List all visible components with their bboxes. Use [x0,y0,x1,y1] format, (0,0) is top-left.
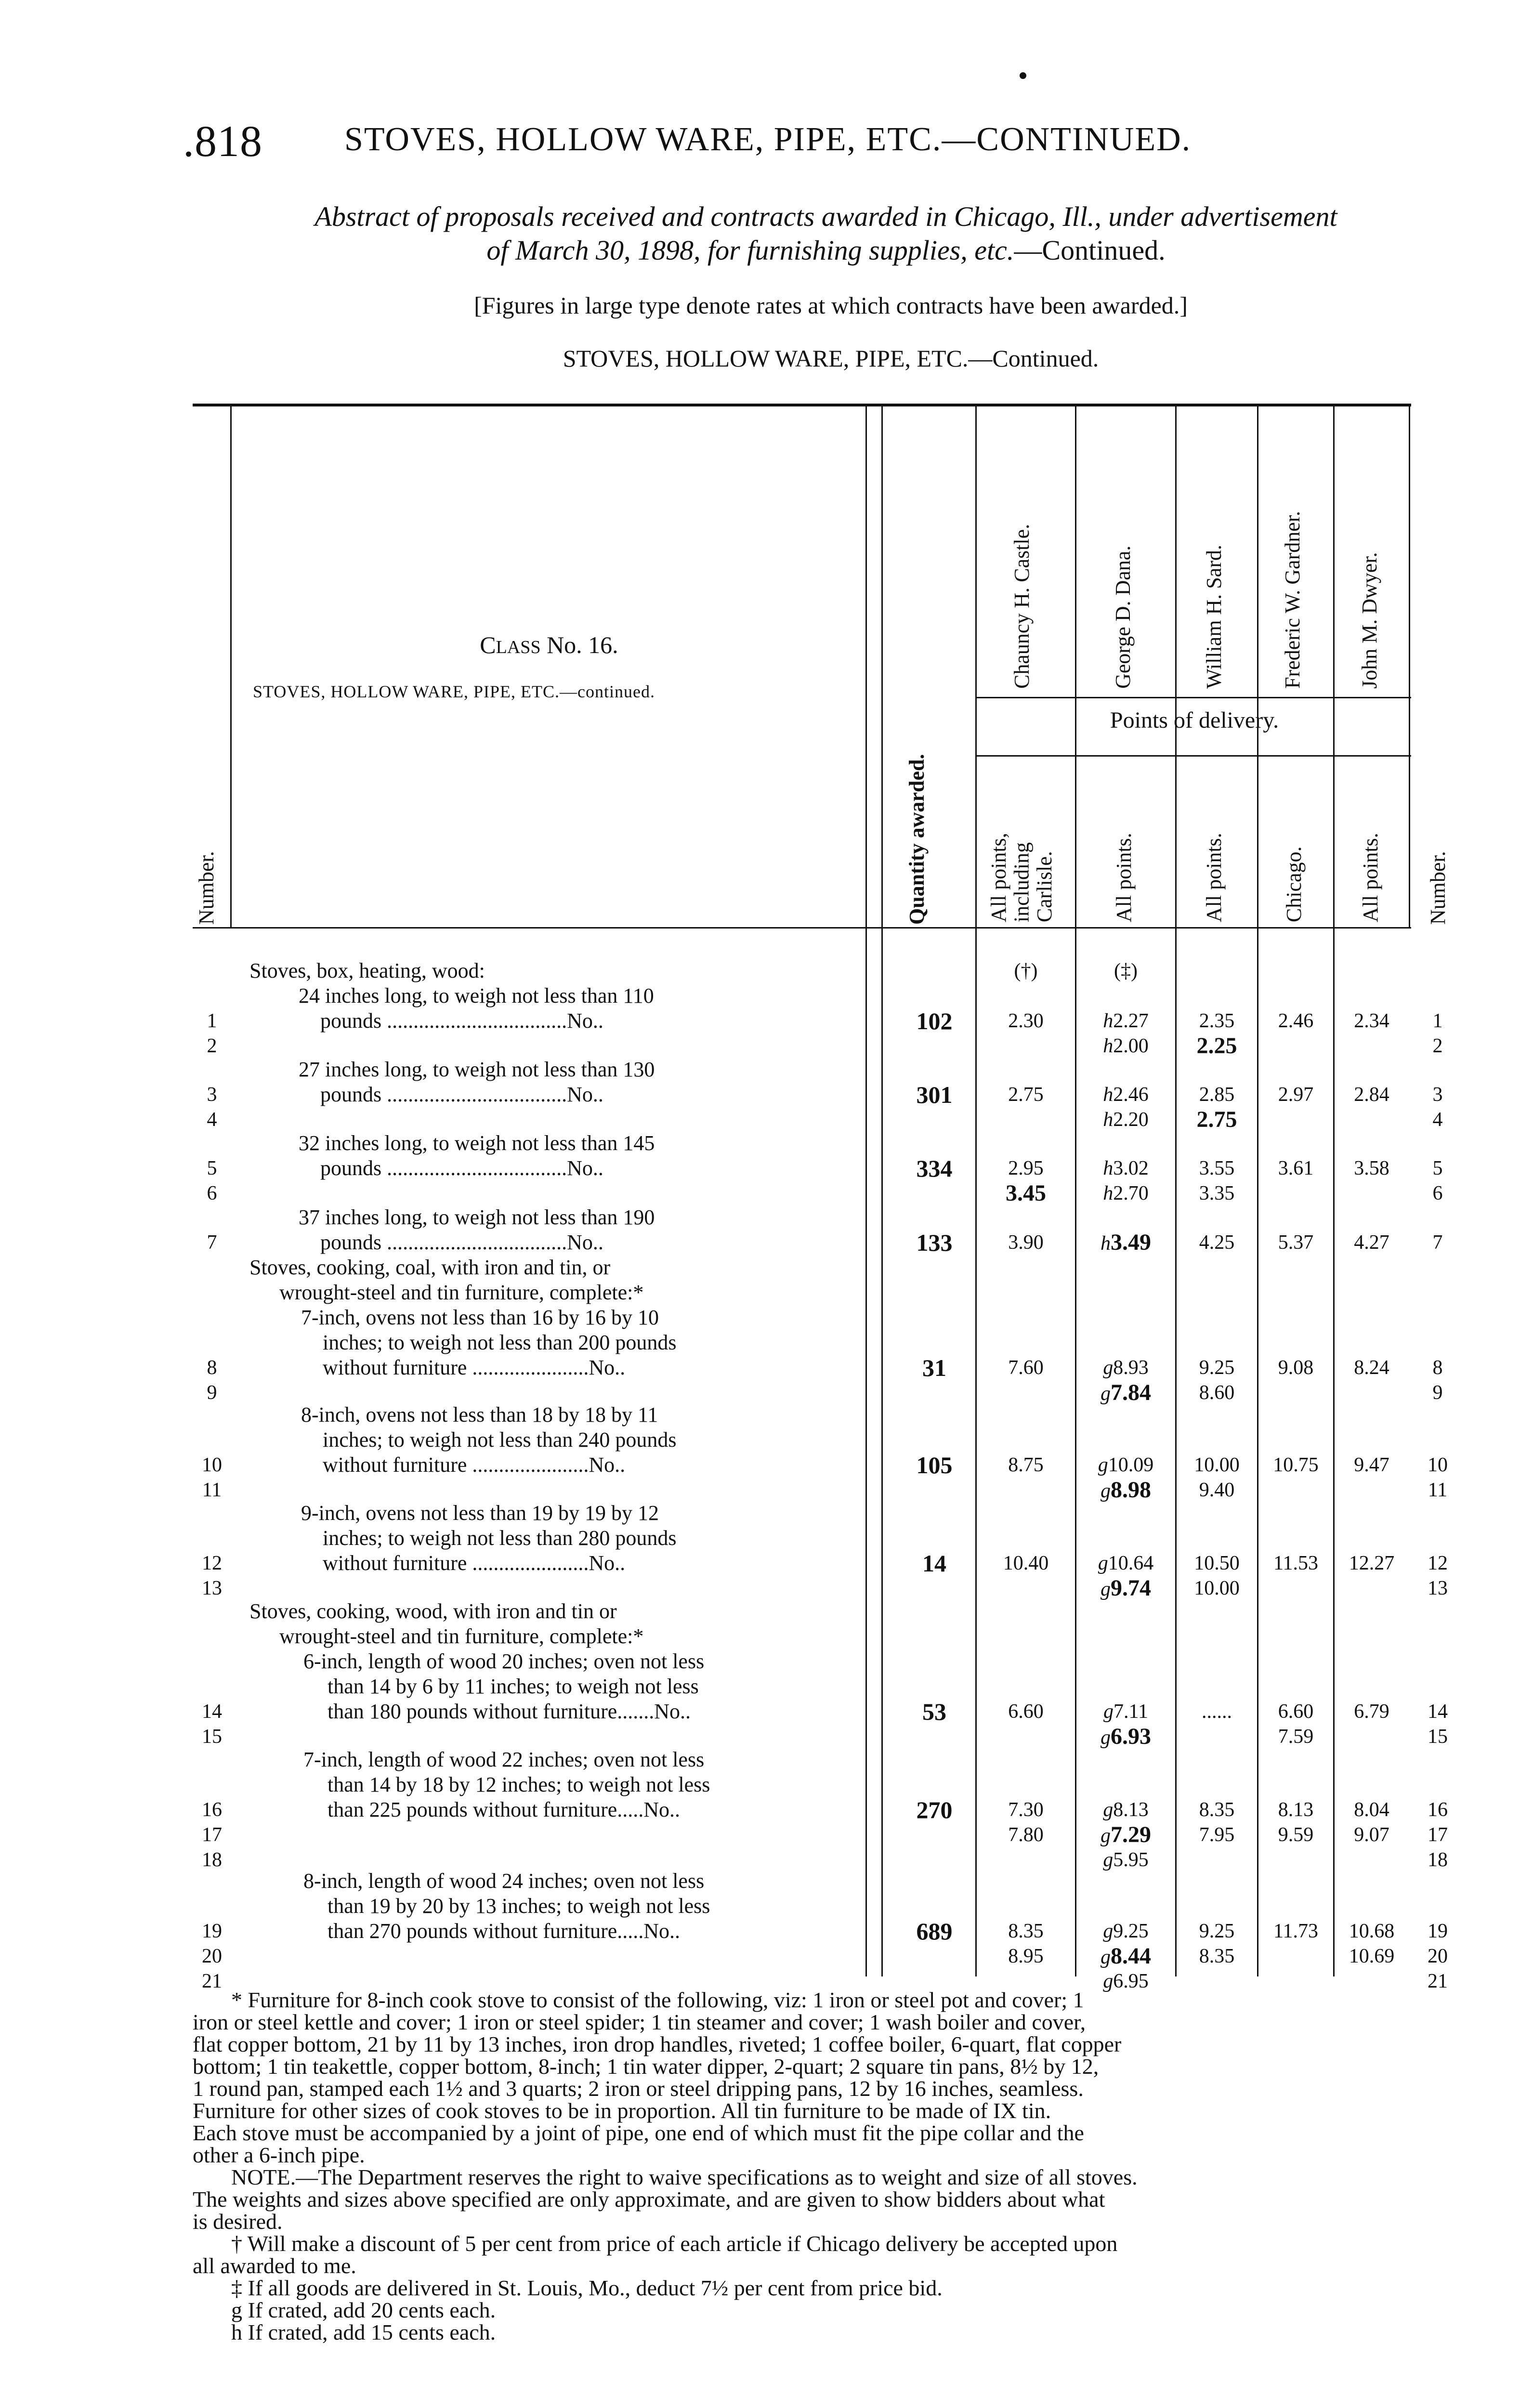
bid-cell: g8.98 [1101,1477,1151,1503]
bid-cell: g6.95 [1103,1970,1149,1992]
quantity-awarded: 53 [922,1698,946,1725]
bid-cell: 9.59 [1278,1824,1314,1846]
row-7-desc-b: pounds ..................................No.. [320,1230,603,1254]
row-number-right: 2 [1432,1035,1443,1057]
row-number: 2 [207,1035,217,1057]
class-subtitle: STOVES, HOLLOW WARE, PIPE, ETC.—continued. [253,682,655,701]
row-number-right: 18 [1428,1849,1448,1871]
row-number: 7 [207,1231,217,1254]
row-8-desc-b: inches; to weigh not less than 200 pounds [323,1331,677,1354]
row-number: 19 [202,1920,222,1942]
bid-cell: g9.25 [1103,1920,1149,1942]
row-number: 21 [202,1970,222,1992]
row-number: 1 [207,1010,217,1032]
dagger-note: all awarded to me. [193,2253,356,2278]
row-number: 14 [202,1701,222,1723]
bid-cell: 8.95 [1008,1945,1044,1967]
bid-cell: 7.59 [1278,1726,1314,1748]
quantity-awarded: 31 [922,1354,946,1381]
number-header: Number. [195,851,218,925]
row-number-right: 17 [1428,1824,1448,1846]
abstract-line-1: Abstract of proposals received and contracts awarded in Chicago, Ill., under advertisement [314,201,1337,232]
row-16-desc-a: 7-inch, length of wood 22 inches; oven not less [303,1748,705,1771]
bid-cell: 8.13 [1278,1799,1314,1821]
delivery-rule [975,755,1411,757]
col-rule-desc [865,406,867,1976]
header-bottom-rule [193,927,1411,929]
bid-cell: 7.80 [1008,1824,1044,1846]
bid-cell: 7.30 [1008,1799,1044,1821]
bid-cell: g8.93 [1103,1357,1149,1379]
row-19-desc-c: than 270 pounds without furniture.....No.. [328,1919,681,1943]
g-note: g If crated, add 20 cents each. [231,2298,496,2322]
col-rule-number [230,406,232,927]
ink-dot [1020,72,1026,79]
row-number: 13 [202,1577,222,1599]
row-number: 20 [202,1945,222,1967]
delivery-gardner: Chicago. [1282,846,1306,922]
quantity-awarded: 105 [916,1452,953,1479]
bid-cell: 2.35 [1199,1010,1235,1032]
number-header-right: Number. [1426,851,1450,925]
wood-heading-b: wrought-steel and tin furniture, complete:* [279,1624,644,1648]
bid-cell: 10.75 [1273,1454,1319,1476]
row-number-right: 7 [1432,1231,1443,1254]
bid-cell: 6.79 [1354,1701,1389,1723]
row-5-desc-b: pounds ..................................No.. [320,1156,603,1180]
row-number-right: 4 [1432,1109,1443,1131]
bid-cell: 2.95 [1008,1157,1044,1179]
dana-mark: (‡) [1114,960,1138,982]
h-note: h If crated, add 15 cents each. [231,2320,496,2344]
col-rule-qty [881,406,883,1976]
row-19-desc-a: 8-inch, length of wood 24 inches; oven not less [303,1869,705,1893]
bid-cell: 2.34 [1354,1010,1389,1032]
bid-cell: h2.70 [1103,1182,1149,1204]
bid-cell: 2.46 [1278,1010,1314,1032]
section-subtitle: STOVES, HOLLOW WARE, PIPE, ETC.—Continued. [563,345,1099,372]
bid-cell: 8.35 [1008,1920,1044,1942]
quantity-awarded: 14 [922,1550,946,1577]
dagger-note: † Will make a discount of 5 per cent from price of each article if Chicago delivery be accepted upon [231,2231,1118,2256]
row-1-desc-a: 24 inches long, to weigh not less than 110 [299,984,654,1008]
bid-cell: g7.11 [1103,1701,1148,1723]
abstract-line-2 [188,234,1464,267]
bid-cell: 3.61 [1278,1157,1314,1179]
row-14-desc-c: than 180 pounds without furniture.......No.. [328,1700,691,1723]
row-3-desc-b: pounds ..................................No.. [320,1083,603,1106]
row-5-desc-a: 32 inches long, to weigh not less than 145 [299,1131,655,1155]
bid-cell: 8.35 [1199,1945,1235,1967]
bid-cell: 10.00 [1194,1454,1240,1476]
bid-cell: g9.74 [1101,1575,1151,1601]
bid-cell: 9.07 [1354,1824,1389,1846]
footnote-line: iron or steel kettle and cover; 1 iron or steel spider; 1 tin steamer and cover; 1 wash boiler and cover, [193,2010,1086,2034]
bidder-gardner: Frederic W. Gardner. [1281,511,1304,689]
bid-cell: 7.95 [1199,1824,1235,1846]
row-8-desc-c: without furniture ......................No.. [323,1356,626,1379]
quantity-awarded: 334 [916,1155,953,1182]
row-number-right: 19 [1428,1920,1448,1942]
row-number: 5 [207,1157,217,1179]
bid-cell: 12.27 [1349,1552,1395,1574]
bid-cell: 3.58 [1354,1157,1389,1179]
row-1-desc-b: pounds ..................................No.. [320,1009,603,1033]
row-16-desc-b: than 14 by 18 by 12 inches; to weigh not less [328,1773,710,1796]
row-number: 6 [207,1182,217,1204]
bidder-sard: William H. Sard. [1202,545,1226,689]
row-number-right: 15 [1428,1726,1448,1748]
row-number: 9 [207,1382,217,1404]
note-line: NOTE.—The Department reserves the right to waive specifications as to weight and size of all stoves. [231,2165,1138,2189]
bid-cell: 10.40 [1003,1552,1049,1574]
bid-cell: 11.73 [1273,1920,1318,1942]
class-label-no: No. 16. [547,631,618,658]
row-12-desc-b: inches; to weigh not less than 280 pounds [323,1526,677,1550]
footnote-line: Each stove must be accompanied by a joint of pipe, one end of which must fit the pipe collar and the [193,2120,1084,2145]
bid-cell: 2.30 [1008,1010,1044,1032]
bid-cell: 3.45 [1006,1180,1046,1206]
coal-heading-b: wrought-steel and tin furniture, complete:* [279,1281,644,1304]
col-rule-dwyer [1409,406,1410,927]
note-line: The weights and sizes above specified are only approximate, and are given to show bidders about what [193,2187,1105,2212]
quantity-awarded: 689 [916,1918,953,1945]
bid-cell: g7.84 [1101,1380,1151,1405]
bid-cell: 2.84 [1354,1084,1389,1106]
bid-cell: 8.35 [1199,1799,1235,1821]
bid-cell: h3.02 [1103,1157,1149,1179]
footnote-line: Furniture for other sizes of cook stoves to be in proportion. All tin furniture to be made of IX tin. [193,2098,1051,2123]
bid-cell: 8.24 [1354,1357,1389,1379]
footnote-line: 1 round pan, stamped each 1½ and 3 quarts; 2 iron or steel dripping pans, 12 by 16 inches, seamless. [193,2076,1084,2101]
quantity-awarded: 133 [916,1229,953,1256]
footnote-line: flat copper bottom, 21 by 11 by 13 inches, iron drop handles, riveted; 1 coffee boiler, 6-quart, flat copper [193,2032,1122,2056]
row-10-desc-c: without furniture ......................No.. [323,1453,626,1477]
bid-cell: 10.00 [1194,1577,1240,1599]
row-number-right: 6 [1432,1182,1443,1204]
table-top-rule [193,404,1411,406]
row-number: 10 [202,1454,222,1476]
bid-cell: g7.29 [1101,1822,1151,1847]
row-number-right: 5 [1432,1157,1443,1179]
col-rule-gardner [1333,406,1335,1976]
abstract-line-2-italic: of March 30, 1898, for furnishing supplies, etc. [486,235,1014,266]
bidder-dana: George D. Dana. [1111,545,1135,689]
delivery-sard: All points. [1202,833,1226,922]
box-heading: Stoves, box, heating, wood: [249,959,485,982]
row-number: 4 [207,1109,217,1131]
bid-cell: 2.85 [1199,1084,1235,1106]
bid-cell: 2.75 [1196,1107,1237,1132]
row-number-right: 20 [1428,1945,1448,1967]
row-14-desc-b: than 14 by 6 by 11 inches; to weigh not less [328,1675,699,1698]
row-number: 3 [207,1084,217,1106]
bid-cell: ...... [1202,1701,1232,1723]
bid-cell: 11.53 [1273,1552,1318,1574]
row-number-right: 16 [1428,1799,1448,1821]
bid-cell: 3.55 [1199,1157,1235,1179]
bid-cell: h2.27 [1103,1010,1149,1032]
bid-cell: 2.75 [1008,1084,1044,1106]
delivery-dana: All points. [1112,833,1136,922]
footnotes [193,1989,1474,2343]
class-label-first: C [480,631,496,658]
bidder-dwyer: John M. Dwyer. [1358,552,1381,689]
bid-cell: 2.97 [1278,1084,1314,1106]
wood-heading-a: Stoves, cooking, wood, with iron and tin or [249,1599,617,1623]
row-number: 12 [202,1552,222,1574]
row-number-right: 9 [1432,1382,1443,1404]
delivery-castle: All points, including Carlisle. [987,833,1057,922]
row-12-desc-c: without furniture ......................No.. [323,1551,626,1575]
row-8-desc-a: 7-inch, ovens not less than 16 by 16 by 10 [301,1306,659,1329]
row-number-right: 8 [1432,1357,1443,1379]
delivery-dwyer: All points. [1359,833,1382,922]
row-number-right: 11 [1428,1479,1448,1501]
row-12-desc-a: 9-inch, ovens not less than 19 by 19 by 12 [301,1501,659,1525]
bid-cell: 7.60 [1008,1357,1044,1379]
quantity-awarded: 270 [916,1796,953,1823]
quantity-awarded: 102 [916,1008,953,1034]
class-label [236,631,862,659]
row-number-right: 14 [1428,1701,1448,1723]
row-number-right: 1 [1432,1010,1443,1032]
points-rule [975,697,1411,698]
bid-cell: 9.25 [1199,1357,1235,1379]
bid-cell: h2.46 [1103,1084,1149,1106]
abstract-heading [188,200,1464,267]
row-14-desc-a: 6-inch, length of wood 20 inches; oven not less [303,1649,705,1673]
bid-cell: h2.00 [1103,1035,1149,1057]
footnote-line: bottom; 1 tin teakettle, copper bottom, 8-inch; 1 tin water dipper, 2-quart; 2 square tin pans, 8½ by 12, [193,2054,1099,2079]
bid-cell: h2.20 [1103,1109,1149,1131]
bid-cell: 4.27 [1354,1231,1389,1254]
note-line: is desired. [193,2209,283,2234]
footnote-line: * Furniture for 8-inch cook stove to consist of the following, viz: 1 iron or steel pot and cover; 1 [231,1988,1084,2012]
bid-cell: g6.93 [1101,1724,1151,1749]
row-number: 11 [202,1479,222,1501]
row-number-right: 12 [1428,1552,1448,1574]
bid-cell: 8.60 [1199,1382,1235,1404]
figures-note: [Figures in large type denote rates at which contracts have been awarded.] [474,292,1188,319]
row-3-desc-a: 27 inches long, to weigh not less than 130 [299,1058,655,1081]
bid-cell: 9.08 [1278,1357,1314,1379]
row-number: 15 [202,1726,222,1748]
row-number: 18 [202,1849,222,1871]
row-number-right: 13 [1428,1577,1448,1599]
bid-cell: 6.60 [1008,1701,1044,1723]
row-number-right: 10 [1428,1454,1448,1476]
bid-cell: 2.25 [1196,1033,1237,1059]
bid-cell: 10.68 [1349,1920,1395,1942]
bid-cell: 10.50 [1194,1552,1240,1574]
row-number: 16 [202,1799,222,1821]
bid-cell: 6.60 [1278,1701,1314,1723]
row-number: 8 [207,1357,217,1379]
bid-cell: 8.75 [1008,1454,1044,1476]
bid-cell: g8.13 [1103,1799,1149,1821]
bid-cell: 4.25 [1199,1231,1235,1254]
bid-cell: 9.40 [1199,1479,1235,1501]
points-of-delivery: Points of delivery. [1110,707,1279,733]
bid-cell: 10.69 [1349,1945,1395,1967]
abstract-line-2-normal: —Continued. [1014,235,1166,266]
bid-cell: g10.64 [1098,1552,1154,1574]
row-19-desc-b: than 19 by 20 by 13 inches; to weigh not less [328,1894,710,1918]
row-10-desc-b: inches; to weigh not less than 240 pounds [323,1428,677,1452]
bid-cell: g10.09 [1098,1454,1154,1476]
bid-cell: h3.49 [1101,1230,1151,1255]
bid-cell: g5.95 [1103,1849,1149,1871]
bid-cell: 5.37 [1278,1231,1314,1254]
row-10-desc-a: 8-inch, ovens not less than 18 by 18 by 11 [301,1403,658,1426]
quantity-header: Quantity awarded. [905,754,929,925]
bid-cell: 3.90 [1008,1231,1044,1254]
bid-cell: 3.35 [1199,1182,1235,1204]
castle-mark: (†) [1014,960,1038,982]
quantity-awarded: 301 [916,1081,953,1108]
footnote-line: other a 6-inch pipe. [193,2143,365,2167]
class-label-rest: LASS [496,637,541,657]
page-number: .818 [183,117,262,166]
row-number-right: 3 [1432,1084,1443,1106]
bid-cell: 9.25 [1199,1920,1235,1942]
coal-heading-a: Stoves, cooking, coal, with iron and tin, or [249,1256,611,1279]
bid-cell: 8.04 [1354,1799,1389,1821]
bid-cell: g8.44 [1101,1943,1151,1969]
running-title: STOVES, HOLLOW WARE, PIPE, ETC.—CONTINUED. [344,121,1192,158]
row-number-right: 21 [1428,1970,1448,1992]
row-16-desc-c: than 225 pounds without furniture.....No.. [328,1798,681,1821]
row-7-desc-a: 37 inches long, to weigh not less than 190 [299,1205,655,1229]
bidder-castle: Chauncy H. Castle. [1010,523,1034,689]
row-number: 17 [202,1824,222,1846]
bid-cell: 9.47 [1354,1454,1389,1476]
double-dagger-note: ‡ If all goods are delivered in St. Louis, Mo., deduct 7½ per cent from price bid. [231,2276,943,2300]
